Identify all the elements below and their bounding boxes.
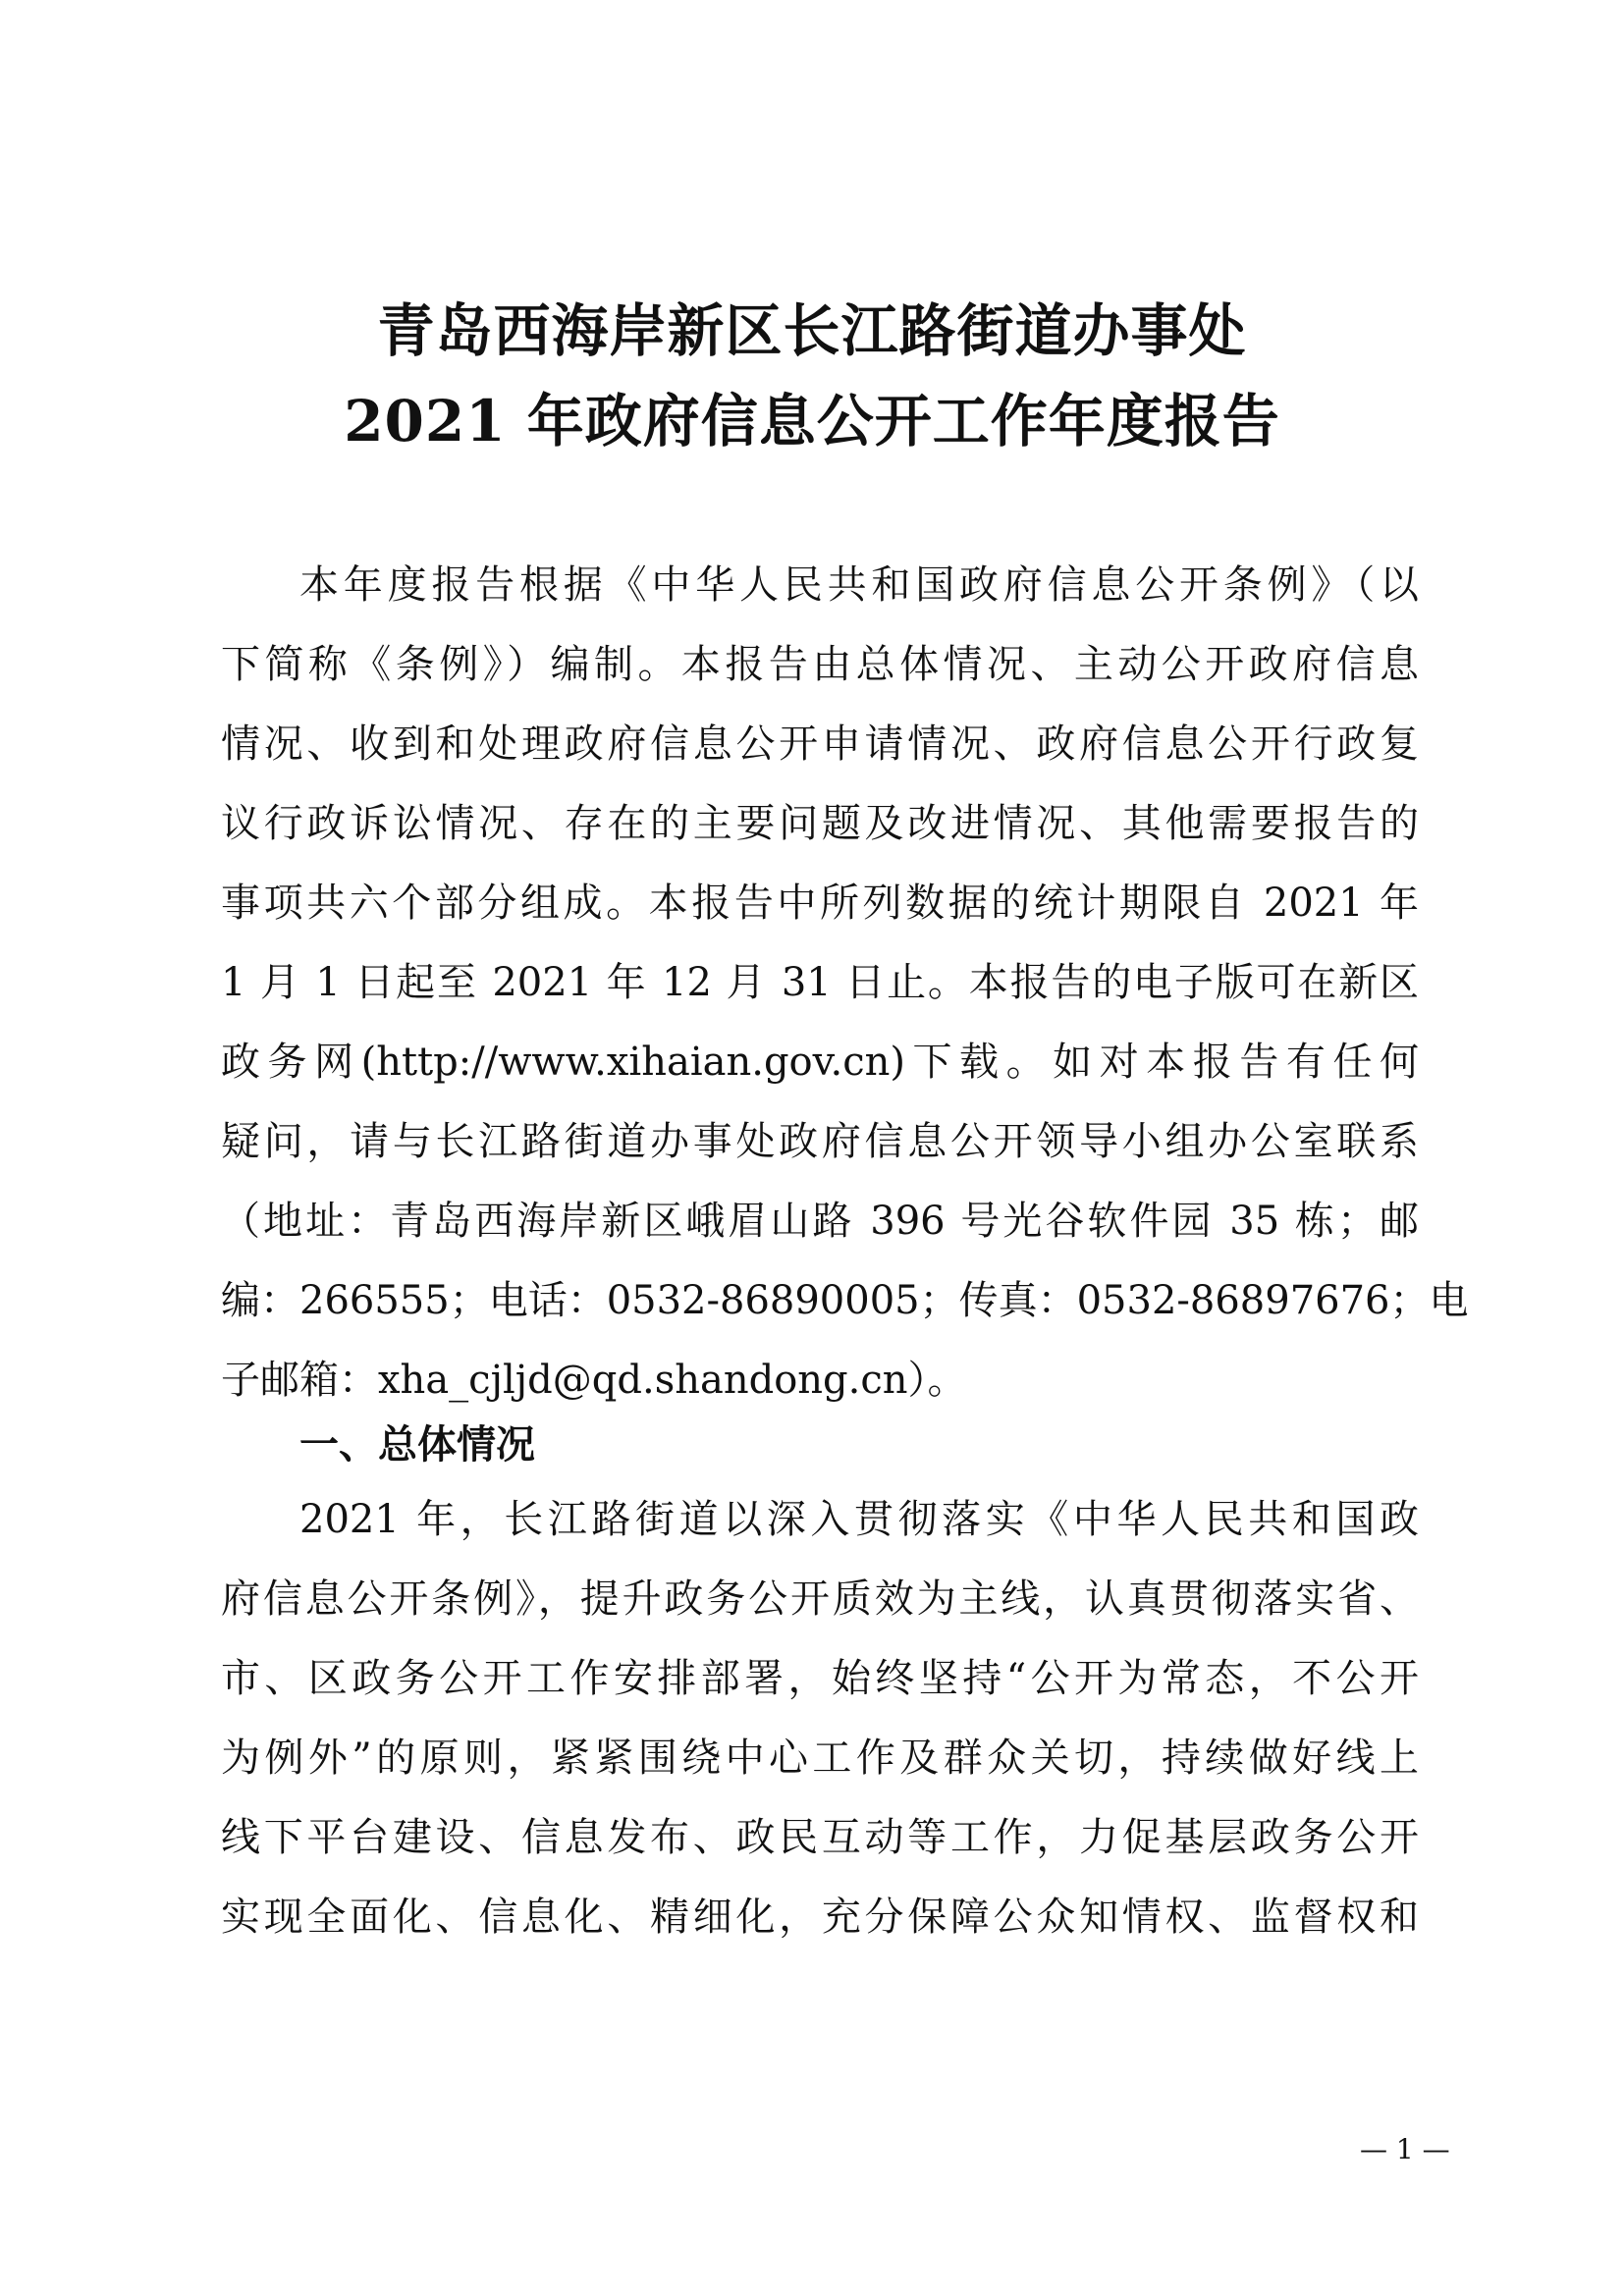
intro-line: 子邮箱：xha_cjljd@qd.shandong.cn）。	[221, 1358, 967, 1403]
intro-line: 政务网(http://www.xihaian.gov.cn)下载。如对本报告有任何	[221, 1040, 1419, 1085]
intro-line: （地址：青岛西海岸新区峨眉山路 396 号光谷软件园 35 栋；邮	[221, 1199, 1419, 1244]
intro-line: 议行政诉讼情况、存在的主要问题及改进情况、其他需要报告的	[221, 801, 1419, 846]
document-title-line-2: 2021 年政府信息公开工作年度报告	[344, 388, 1280, 454]
intro-line: 编：266555；电话：0532-86890005；传真：0532-86897676；电	[221, 1278, 1469, 1323]
overview-line: 市、区政务公开工作安排部署，始终坚持“公开为常态，不公开	[221, 1656, 1419, 1701]
overview-line: 线下平台建设、信息发布、政民互动等工作，力促基层政务公开	[221, 1815, 1419, 1860]
intro-line: 情况、收到和处理政府信息公开申请情况、政府信息公开行政复	[221, 721, 1419, 767]
overview-line: 府信息公开条例》，提升政务公开质效为主线，认真贯彻落实省、	[221, 1576, 1419, 1622]
intro-line: 疑问，请与长江路街道办事处政府信息公开领导小组办公室联系	[221, 1119, 1419, 1164]
overview-line: 实现全面化、信息化、精细化，充分保障公众知情权、监督权和	[221, 1895, 1419, 1940]
overview-line: 为例外”的原则，紧紧围绕中心工作及群众关切，持续做好线上	[221, 1735, 1419, 1781]
page-number: — 1 —	[1360, 2133, 1450, 2165]
overview-line: 2021 年，长江路街道以深入贯彻落实《中华人民共和国政	[299, 1497, 1419, 1542]
intro-line: 1 月 1 日起至 2021 年 12 月 31 日止。本报告的电子版可在新区	[221, 960, 1419, 1005]
section-heading-overview: 一、总体情况	[299, 1422, 535, 1468]
intro-line: 下简称《条例》）编制。本报告由总体情况、主动公开政府信息	[221, 642, 1419, 687]
intro-line: 事项共六个部分组成。本报告中所列数据的统计期限自 2021 年	[221, 881, 1419, 926]
intro-line: 本年度报告根据《中华人民共和国政府信息公开条例》（以	[299, 562, 1419, 608]
document-title-line-1: 青岛西海岸新区长江路街道办事处	[377, 297, 1247, 364]
